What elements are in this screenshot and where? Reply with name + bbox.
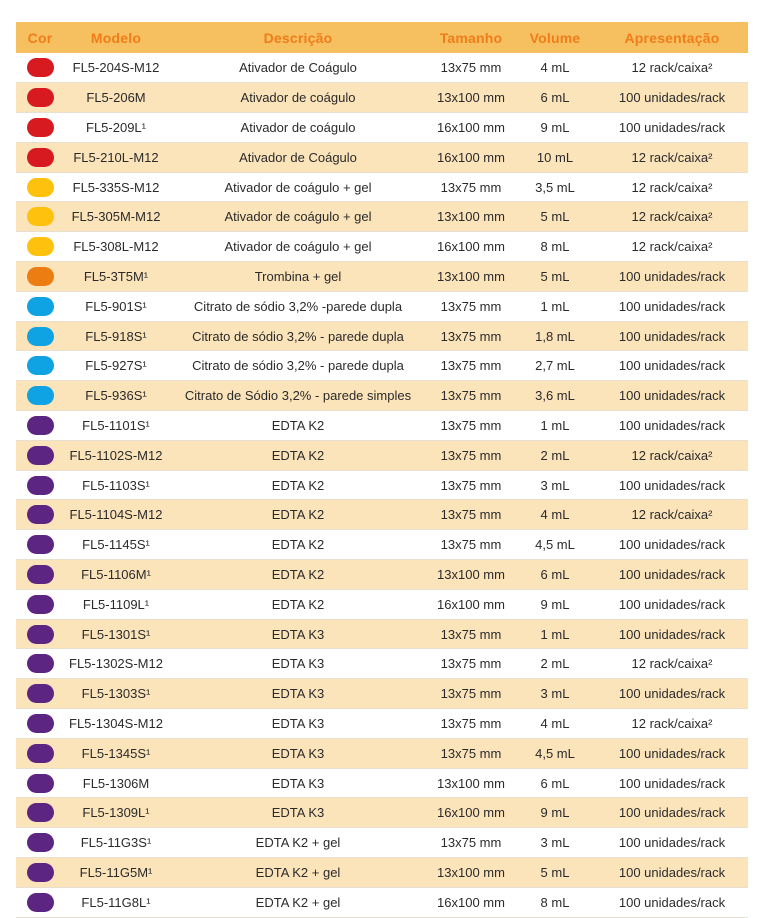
size-cell: 13x75 mm: [440, 626, 502, 642]
table-header: [16, 22, 748, 53]
presentation-cell: 100 unidades/rack: [618, 626, 726, 642]
model-cell: FL5-918S¹: [85, 328, 147, 344]
description-cell: EDTA K3: [271, 656, 325, 672]
table-row: [16, 202, 748, 232]
tube-color-swatch: [27, 565, 54, 584]
tube-color-swatch: [27, 118, 54, 137]
size-cell: 13x75 mm: [440, 60, 502, 76]
model-cell: FL5-1103S¹: [82, 477, 150, 493]
table-row: [16, 351, 748, 381]
color-cell: [16, 172, 64, 202]
volume-cell: 3,6 mL: [535, 388, 575, 404]
tube-color-swatch: [27, 744, 54, 763]
table-row: [16, 500, 748, 530]
description-cell: EDTA K3: [271, 775, 325, 791]
header-descricao: Descrição: [263, 29, 333, 46]
color-cell: [16, 738, 64, 768]
model-cell: FL5-335S-M12: [72, 179, 160, 195]
description-cell: EDTA K3: [271, 626, 325, 642]
size-cell: 13x75 mm: [440, 298, 502, 314]
size-cell: 16x100 mm: [437, 805, 505, 821]
model-cell: FL5-1301S¹: [81, 626, 151, 642]
model-cell: FL5-1345S¹: [81, 745, 151, 761]
model-cell: FL5-1302S-M12: [69, 656, 163, 672]
color-cell: [16, 351, 64, 381]
description-cell: EDTA K2 + gel: [255, 894, 341, 910]
table-row: [16, 470, 748, 500]
table-row: [16, 798, 748, 828]
tube-catalog-table-container: [16, 22, 748, 918]
description-cell: Ativador de Coágulo: [239, 60, 357, 76]
description-cell: Trombina + gel: [254, 268, 342, 284]
volume-cell: 4 mL: [540, 507, 570, 523]
description-cell: EDTA K2: [271, 477, 325, 493]
tube-color-swatch: [27, 207, 54, 226]
volume-cell: 9 mL: [540, 596, 570, 612]
table-body: [16, 53, 748, 917]
presentation-cell: 100 unidades/rack: [618, 90, 726, 106]
table-row: [16, 262, 748, 292]
color-cell: [16, 619, 64, 649]
tube-color-swatch: [27, 863, 54, 882]
tube-color-swatch: [27, 267, 54, 286]
color-cell: [16, 858, 64, 888]
size-cell: 13x75 mm: [440, 835, 502, 851]
volume-cell: 5 mL: [540, 209, 570, 225]
presentation-cell: 12 rack/caixa²: [631, 60, 713, 76]
volume-cell: 10 mL: [536, 149, 574, 165]
table-row: [16, 232, 748, 262]
description-cell: EDTA K2: [271, 566, 325, 582]
table-row: [16, 172, 748, 202]
model-cell: FL5-927S¹: [85, 358, 147, 374]
size-cell: 13x75 mm: [440, 179, 502, 195]
description-cell: Citrato de sódio 3,2% - parede dupla: [192, 328, 404, 344]
color-cell: [16, 291, 64, 321]
header-cor: Cor: [27, 29, 53, 46]
size-cell: 16x100 mm: [437, 119, 505, 135]
volume-cell: 6 mL: [540, 90, 570, 106]
volume-cell: 1,8 mL: [535, 328, 575, 344]
color-cell: [16, 440, 64, 470]
size-cell: 13x75 mm: [440, 417, 502, 433]
tube-color-swatch: [27, 505, 54, 524]
tube-color-swatch: [27, 714, 54, 733]
tube-color-swatch: [27, 88, 54, 107]
tube-color-swatch: [27, 297, 54, 316]
presentation-cell: 100 unidades/rack: [618, 388, 726, 404]
volume-cell: 4,5 mL: [535, 537, 575, 553]
tube-color-swatch: [27, 416, 54, 435]
table-row: [16, 321, 748, 351]
color-cell: [16, 500, 64, 530]
model-cell: FL5-11G5M¹: [79, 864, 153, 880]
volume-cell: 1 mL: [540, 298, 570, 314]
table-row: [16, 291, 748, 321]
description-cell: EDTA K3: [271, 686, 325, 702]
description-cell: EDTA K2: [271, 417, 325, 433]
color-cell: [16, 202, 64, 232]
presentation-cell: 100 unidades/rack: [618, 745, 726, 761]
size-cell: 13x100 mm: [437, 864, 505, 880]
color-cell: [16, 470, 64, 500]
size-cell: 16x100 mm: [437, 239, 505, 255]
model-cell: FL5-206M: [86, 90, 146, 106]
description-cell: EDTA K2: [271, 596, 325, 612]
volume-cell: 3 mL: [540, 686, 570, 702]
presentation-cell: 100 unidades/rack: [618, 477, 726, 493]
description-cell: Ativador de coágulo + gel: [224, 209, 372, 225]
tube-color-swatch: [27, 476, 54, 495]
presentation-cell: 100 unidades/rack: [618, 119, 726, 135]
tube-color-swatch: [27, 386, 54, 405]
tube-color-swatch: [27, 148, 54, 167]
volume-cell: 6 mL: [540, 566, 570, 582]
color-cell: [16, 53, 64, 83]
description-cell: EDTA K3: [271, 805, 325, 821]
tube-color-swatch: [27, 833, 54, 852]
header-row: [16, 22, 748, 53]
model-cell: FL5-1145S¹: [82, 537, 150, 553]
color-cell: [16, 232, 64, 262]
model-cell: FL5-1104S-M12: [69, 507, 163, 523]
table-row: [16, 530, 748, 560]
tube-color-swatch: [27, 893, 54, 912]
size-cell: 13x75 mm: [440, 447, 502, 463]
header-volume: Volume: [529, 29, 581, 46]
color-cell: [16, 679, 64, 709]
size-cell: 13x100 mm: [437, 566, 505, 582]
volume-cell: 8 mL: [540, 894, 570, 910]
presentation-cell: 12 rack/caixa²: [631, 209, 713, 225]
color-cell: [16, 83, 64, 113]
table-row: [16, 53, 748, 83]
volume-cell: 2 mL: [540, 447, 570, 463]
table-row: [16, 828, 748, 858]
model-cell: FL5-1304S-M12: [69, 715, 163, 731]
tube-color-swatch: [27, 684, 54, 703]
table-row: [16, 858, 748, 888]
model-cell: FL5-210L-M12: [73, 149, 159, 165]
color-cell: [16, 709, 64, 739]
presentation-cell: 100 unidades/rack: [618, 775, 726, 791]
size-cell: 13x75 mm: [440, 715, 502, 731]
size-cell: 16x100 mm: [437, 149, 505, 165]
size-cell: 13x75 mm: [440, 507, 502, 523]
description-cell: Ativador de Coágulo: [239, 149, 357, 165]
volume-cell: 9 mL: [540, 805, 570, 821]
table-row: [16, 113, 748, 143]
model-cell: FL5-901S¹: [85, 298, 147, 314]
presentation-cell: 100 unidades/rack: [618, 328, 726, 344]
model-cell: FL5-1102S-M12: [69, 447, 163, 463]
volume-cell: 1 mL: [540, 417, 570, 433]
tube-color-swatch: [27, 535, 54, 554]
tube-color-swatch: [27, 58, 54, 77]
presentation-cell: 12 rack/caixa²: [631, 239, 713, 255]
presentation-cell: 100 unidades/rack: [618, 686, 726, 702]
description-cell: EDTA K2: [271, 537, 325, 553]
model-cell: FL5-1101S¹: [82, 417, 150, 433]
color-cell: [16, 262, 64, 292]
color-cell: [16, 530, 64, 560]
size-cell: 13x75 mm: [440, 656, 502, 672]
volume-cell: 2 mL: [540, 656, 570, 672]
description-cell: EDTA K2: [271, 507, 325, 523]
volume-cell: 1 mL: [540, 626, 570, 642]
model-cell: FL5-209L¹: [86, 119, 146, 135]
description-cell: EDTA K2 + gel: [255, 864, 341, 880]
header-apresentacao: Apresentação: [624, 29, 720, 46]
size-cell: 13x75 mm: [440, 358, 502, 374]
color-cell: [16, 560, 64, 590]
size-cell: 16x100 mm: [437, 894, 505, 910]
volume-cell: 4 mL: [540, 60, 570, 76]
presentation-cell: 12 rack/caixa²: [631, 507, 713, 523]
model-cell: FL5-11G8L¹: [81, 894, 151, 910]
presentation-cell: 100 unidades/rack: [618, 835, 726, 851]
model-cell: FL5-308L-M12: [73, 239, 159, 255]
presentation-cell: 100 unidades/rack: [618, 805, 726, 821]
color-cell: [16, 798, 64, 828]
presentation-cell: 100 unidades/rack: [618, 596, 726, 612]
description-cell: Ativador de coágulo: [240, 119, 356, 135]
tube-color-swatch: [27, 356, 54, 375]
presentation-cell: 12 rack/caixa²: [631, 179, 713, 195]
tube-color-swatch: [27, 327, 54, 346]
description-cell: EDTA K3: [271, 715, 325, 731]
table-row: [16, 381, 748, 411]
model-cell: FL5-305M-M12: [71, 209, 161, 225]
model-cell: FL5-1106M¹: [81, 566, 151, 582]
presentation-cell: 100 unidades/rack: [618, 566, 726, 582]
presentation-cell: 12 rack/caixa²: [631, 149, 713, 165]
description-cell: Citrato de sódio 3,2% -parede dupla: [193, 298, 403, 314]
volume-cell: 5 mL: [540, 864, 570, 880]
table-row: [16, 560, 748, 590]
size-cell: 13x75 mm: [440, 328, 502, 344]
description-cell: Ativador de coágulo + gel: [224, 239, 372, 255]
color-cell: [16, 142, 64, 172]
volume-cell: 6 mL: [540, 775, 570, 791]
color-cell: [16, 589, 64, 619]
presentation-cell: 100 unidades/rack: [618, 298, 726, 314]
description-cell: EDTA K2: [271, 447, 325, 463]
size-cell: 13x75 mm: [440, 388, 502, 404]
table-row: [16, 619, 748, 649]
model-cell: FL5-936S¹: [85, 388, 147, 404]
volume-cell: 4 mL: [540, 715, 570, 731]
size-cell: 13x100 mm: [437, 775, 505, 791]
table-row: [16, 709, 748, 739]
description-cell: EDTA K2 + gel: [255, 835, 341, 851]
description-cell: Ativador de coágulo: [240, 90, 356, 106]
size-cell: 13x75 mm: [440, 477, 502, 493]
model-cell: FL5-11G3S¹: [80, 835, 152, 851]
header-tamanho: Tamanho: [439, 29, 503, 46]
size-cell: 13x75 mm: [440, 686, 502, 702]
table-row: [16, 649, 748, 679]
size-cell: 13x75 mm: [440, 745, 502, 761]
volume-cell: 3,5 mL: [535, 179, 575, 195]
header-modelo: Modelo: [90, 29, 142, 46]
size-cell: 13x100 mm: [437, 268, 505, 284]
description-cell: EDTA K3: [271, 745, 325, 761]
model-cell: FL5-3T5M¹: [83, 268, 149, 284]
table-row: [16, 887, 748, 917]
presentation-cell: 100 unidades/rack: [618, 864, 726, 880]
table-row: [16, 768, 748, 798]
volume-cell: 8 mL: [540, 239, 570, 255]
tube-color-swatch: [27, 237, 54, 256]
description-cell: Citrato de sódio 3,2% - parede dupla: [192, 358, 404, 374]
presentation-cell: 100 unidades/rack: [618, 417, 726, 433]
presentation-cell: 12 rack/caixa²: [631, 715, 713, 731]
volume-cell: 3 mL: [540, 477, 570, 493]
tube-color-swatch: [27, 595, 54, 614]
color-cell: [16, 411, 64, 441]
size-cell: 13x100 mm: [437, 209, 505, 225]
tube-color-swatch: [27, 625, 54, 644]
model-cell: FL5-1303S¹: [81, 686, 151, 702]
volume-cell: 5 mL: [540, 268, 570, 284]
model-cell: FL5-1309L¹: [82, 805, 150, 821]
presentation-cell: 12 rack/caixa²: [631, 447, 713, 463]
color-cell: [16, 381, 64, 411]
color-cell: [16, 321, 64, 351]
table-row: [16, 411, 748, 441]
presentation-cell: 100 unidades/rack: [618, 268, 726, 284]
table-row: [16, 83, 748, 113]
color-cell: [16, 887, 64, 917]
table-row: [16, 440, 748, 470]
volume-cell: 4,5 mL: [535, 745, 575, 761]
description-cell: Citrato de Sódio 3,2% - parede simples: [184, 388, 412, 404]
color-cell: [16, 649, 64, 679]
table-row: [16, 679, 748, 709]
color-cell: [16, 768, 64, 798]
table-row: [16, 589, 748, 619]
model-cell: FL5-1306M: [82, 775, 150, 791]
size-cell: 13x100 mm: [437, 90, 505, 106]
size-cell: 16x100 mm: [437, 596, 505, 612]
table-row: [16, 142, 748, 172]
presentation-cell: 100 unidades/rack: [618, 894, 726, 910]
tube-color-swatch: [27, 654, 54, 673]
description-cell: Ativador de coágulo + gel: [224, 179, 372, 195]
color-cell: [16, 113, 64, 143]
size-cell: 13x75 mm: [440, 537, 502, 553]
tube-color-swatch: [27, 774, 54, 793]
volume-cell: 2,7 mL: [535, 358, 575, 374]
tube-color-swatch: [27, 446, 54, 465]
color-cell: [16, 828, 64, 858]
model-cell: FL5-1109L¹: [82, 596, 150, 612]
tube-color-swatch: [27, 178, 54, 197]
volume-cell: 9 mL: [540, 119, 570, 135]
tube-catalog-table: [16, 22, 748, 918]
tube-color-swatch: [27, 803, 54, 822]
presentation-cell: 100 unidades/rack: [618, 537, 726, 553]
presentation-cell: 12 rack/caixa²: [631, 656, 713, 672]
table-row: [16, 738, 748, 768]
model-cell: FL5-204S-M12: [72, 60, 160, 76]
presentation-cell: 100 unidades/rack: [618, 358, 726, 374]
volume-cell: 3 mL: [540, 835, 570, 851]
